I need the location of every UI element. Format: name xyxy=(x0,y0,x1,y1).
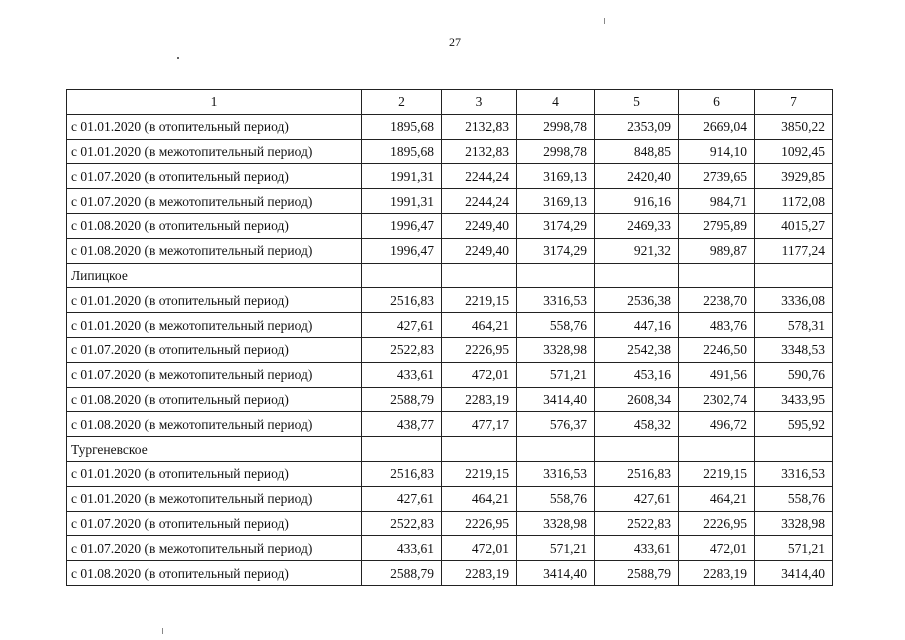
period-label: с 01.01.2020 (в межотопительный период) xyxy=(67,486,362,511)
value-cell: 2353,09 xyxy=(595,114,679,139)
value-cell: 2998,78 xyxy=(517,139,595,164)
value-cell: 453,16 xyxy=(595,362,679,387)
value-cell: 3433,95 xyxy=(755,387,833,412)
value-cell: 2588,79 xyxy=(362,387,442,412)
value-cell: 3316,53 xyxy=(517,461,595,486)
table-row xyxy=(67,114,833,139)
period-label: с 01.07.2020 (в отопительный период) xyxy=(67,164,362,189)
value-cell xyxy=(442,263,517,288)
value-cell: 595,92 xyxy=(755,412,833,437)
value-cell: 2739,65 xyxy=(679,164,755,189)
value-cell: 571,21 xyxy=(517,536,595,561)
scan-speck xyxy=(177,57,179,59)
value-cell: 578,31 xyxy=(755,313,833,338)
period-label: с 01.01.2020 (в отопительный период) xyxy=(67,114,362,139)
table-row xyxy=(67,412,833,437)
value-cell xyxy=(362,263,442,288)
table-row xyxy=(67,139,833,164)
value-cell: 1172,08 xyxy=(755,189,833,214)
value-cell: 3929,85 xyxy=(755,164,833,189)
table-row xyxy=(67,387,833,412)
value-cell: 2522,83 xyxy=(362,511,442,536)
value-cell: 477,17 xyxy=(442,412,517,437)
table-row xyxy=(67,536,833,561)
page-number: 27 xyxy=(449,35,461,49)
value-cell: 3328,98 xyxy=(517,511,595,536)
table-row xyxy=(67,313,833,338)
value-cell: 989,87 xyxy=(679,238,755,263)
value-cell: 433,61 xyxy=(362,536,442,561)
value-cell: 1996,47 xyxy=(362,213,442,238)
value-cell: 3174,29 xyxy=(517,238,595,263)
value-cell: 458,32 xyxy=(595,412,679,437)
value-cell: 1177,24 xyxy=(755,238,833,263)
value-cell: 1895,68 xyxy=(362,139,442,164)
value-cell: 2226,95 xyxy=(679,511,755,536)
value-cell: 558,76 xyxy=(755,486,833,511)
value-cell: 2244,24 xyxy=(442,189,517,214)
value-cell xyxy=(362,437,442,462)
value-cell: 3348,53 xyxy=(755,337,833,362)
value-cell: 3169,13 xyxy=(517,189,595,214)
value-cell: 2238,70 xyxy=(679,288,755,313)
scan-mark xyxy=(162,628,163,634)
value-cell: 921,32 xyxy=(595,238,679,263)
value-cell: 3414,40 xyxy=(517,387,595,412)
table-row xyxy=(67,337,833,362)
value-cell: 2522,83 xyxy=(595,511,679,536)
column-header: 2 xyxy=(362,90,442,115)
period-label: с 01.08.2020 (в отопительный период) xyxy=(67,561,362,586)
value-cell: 3169,13 xyxy=(517,164,595,189)
period-label: с 01.07.2020 (в отопительный период) xyxy=(67,511,362,536)
table-header-row xyxy=(67,90,833,115)
value-cell: 1092,45 xyxy=(755,139,833,164)
value-cell: 2226,95 xyxy=(442,337,517,362)
value-cell: 914,10 xyxy=(679,139,755,164)
value-cell: 2219,15 xyxy=(442,461,517,486)
period-label: с 01.08.2020 (в отопительный период) xyxy=(67,213,362,238)
value-cell xyxy=(755,437,833,462)
value-cell: 2283,19 xyxy=(442,387,517,412)
value-cell: 3316,53 xyxy=(517,288,595,313)
value-cell: 3174,29 xyxy=(517,213,595,238)
period-label: с 01.08.2020 (в отопительный период) xyxy=(67,387,362,412)
table-row xyxy=(67,511,833,536)
table-row xyxy=(67,288,833,313)
value-cell: 2249,40 xyxy=(442,213,517,238)
period-label: с 01.07.2020 (в межотопительный период) xyxy=(67,362,362,387)
tariff-table xyxy=(66,89,833,586)
value-cell: 2249,40 xyxy=(442,238,517,263)
value-cell: 483,76 xyxy=(679,313,755,338)
table-row xyxy=(67,238,833,263)
value-cell: 2608,34 xyxy=(595,387,679,412)
value-cell: 3328,98 xyxy=(755,511,833,536)
period-label: с 01.07.2020 (в межотопительный период) xyxy=(67,536,362,561)
value-cell: 916,16 xyxy=(595,189,679,214)
value-cell: 984,71 xyxy=(679,189,755,214)
value-cell: 2998,78 xyxy=(517,114,595,139)
value-cell: 848,85 xyxy=(595,139,679,164)
value-cell: 3414,40 xyxy=(755,561,833,586)
value-cell: 571,21 xyxy=(755,536,833,561)
value-cell: 571,21 xyxy=(517,362,595,387)
value-cell: 2516,83 xyxy=(595,461,679,486)
value-cell: 2132,83 xyxy=(442,114,517,139)
value-cell: 472,01 xyxy=(679,536,755,561)
period-label: с 01.01.2020 (в межотопительный период) xyxy=(67,139,362,164)
value-cell: 2246,50 xyxy=(679,337,755,362)
value-cell: 2542,38 xyxy=(595,337,679,362)
value-cell: 427,61 xyxy=(362,313,442,338)
value-cell: 496,72 xyxy=(679,412,755,437)
column-header: 1 xyxy=(67,90,362,115)
value-cell: 4015,27 xyxy=(755,213,833,238)
period-label: с 01.08.2020 (в межотопительный период) xyxy=(67,412,362,437)
value-cell: 1895,68 xyxy=(362,114,442,139)
value-cell: 2795,89 xyxy=(679,213,755,238)
value-cell xyxy=(517,263,595,288)
value-cell: 427,61 xyxy=(362,486,442,511)
value-cell xyxy=(595,437,679,462)
value-cell: 447,16 xyxy=(595,313,679,338)
value-cell: 472,01 xyxy=(442,536,517,561)
table-row xyxy=(67,362,833,387)
value-cell: 2522,83 xyxy=(362,337,442,362)
value-cell: 1991,31 xyxy=(362,164,442,189)
value-cell: 433,61 xyxy=(362,362,442,387)
value-cell: 438,77 xyxy=(362,412,442,437)
value-cell: 1996,47 xyxy=(362,238,442,263)
value-cell xyxy=(517,437,595,462)
value-cell: 491,56 xyxy=(679,362,755,387)
value-cell xyxy=(679,437,755,462)
column-header: 4 xyxy=(517,90,595,115)
value-cell: 2516,83 xyxy=(362,288,442,313)
value-cell: 433,61 xyxy=(595,536,679,561)
period-label: с 01.07.2020 (в межотопительный период) xyxy=(67,189,362,214)
value-cell: 3316,53 xyxy=(755,461,833,486)
value-cell: 2283,19 xyxy=(442,561,517,586)
section-title: Липицкое xyxy=(67,263,362,288)
value-cell: 2536,38 xyxy=(595,288,679,313)
period-label: с 01.07.2020 (в отопительный период) xyxy=(67,337,362,362)
column-header: 7 xyxy=(755,90,833,115)
table-row xyxy=(67,561,833,586)
value-cell: 472,01 xyxy=(442,362,517,387)
value-cell: 2516,83 xyxy=(362,461,442,486)
section-title: Тургеневское xyxy=(67,437,362,462)
value-cell: 2420,40 xyxy=(595,164,679,189)
value-cell xyxy=(442,437,517,462)
value-cell: 2244,24 xyxy=(442,164,517,189)
value-cell xyxy=(755,263,833,288)
scan-mark xyxy=(604,18,605,24)
value-cell xyxy=(595,263,679,288)
period-label: с 01.01.2020 (в межотопительный период) xyxy=(67,313,362,338)
value-cell: 2469,33 xyxy=(595,213,679,238)
value-cell: 558,76 xyxy=(517,486,595,511)
value-cell: 3850,22 xyxy=(755,114,833,139)
table-row xyxy=(67,213,833,238)
period-label: с 01.08.2020 (в межотопительный период) xyxy=(67,238,362,263)
value-cell: 1991,31 xyxy=(362,189,442,214)
column-header: 6 xyxy=(679,90,755,115)
column-header: 3 xyxy=(442,90,517,115)
period-label: с 01.01.2020 (в отопительный период) xyxy=(67,288,362,313)
value-cell: 464,21 xyxy=(442,313,517,338)
value-cell: 464,21 xyxy=(679,486,755,511)
value-cell: 2669,04 xyxy=(679,114,755,139)
table-row xyxy=(67,189,833,214)
section-header-row xyxy=(67,263,833,288)
table-row xyxy=(67,461,833,486)
value-cell: 2588,79 xyxy=(362,561,442,586)
table-row xyxy=(67,164,833,189)
value-cell: 2226,95 xyxy=(442,511,517,536)
value-cell: 2132,83 xyxy=(442,139,517,164)
value-cell: 2219,15 xyxy=(679,461,755,486)
value-cell: 590,76 xyxy=(755,362,833,387)
value-cell: 2588,79 xyxy=(595,561,679,586)
value-cell: 427,61 xyxy=(595,486,679,511)
period-label: с 01.01.2020 (в отопительный период) xyxy=(67,461,362,486)
table-row xyxy=(67,486,833,511)
value-cell: 2283,19 xyxy=(679,561,755,586)
value-cell: 558,76 xyxy=(517,313,595,338)
value-cell: 3336,08 xyxy=(755,288,833,313)
value-cell: 576,37 xyxy=(517,412,595,437)
value-cell: 3328,98 xyxy=(517,337,595,362)
column-header: 5 xyxy=(595,90,679,115)
section-header-row xyxy=(67,437,833,462)
value-cell: 2302,74 xyxy=(679,387,755,412)
table-body xyxy=(67,114,833,585)
value-cell xyxy=(679,263,755,288)
value-cell: 2219,15 xyxy=(442,288,517,313)
value-cell: 3414,40 xyxy=(517,561,595,586)
value-cell: 464,21 xyxy=(442,486,517,511)
